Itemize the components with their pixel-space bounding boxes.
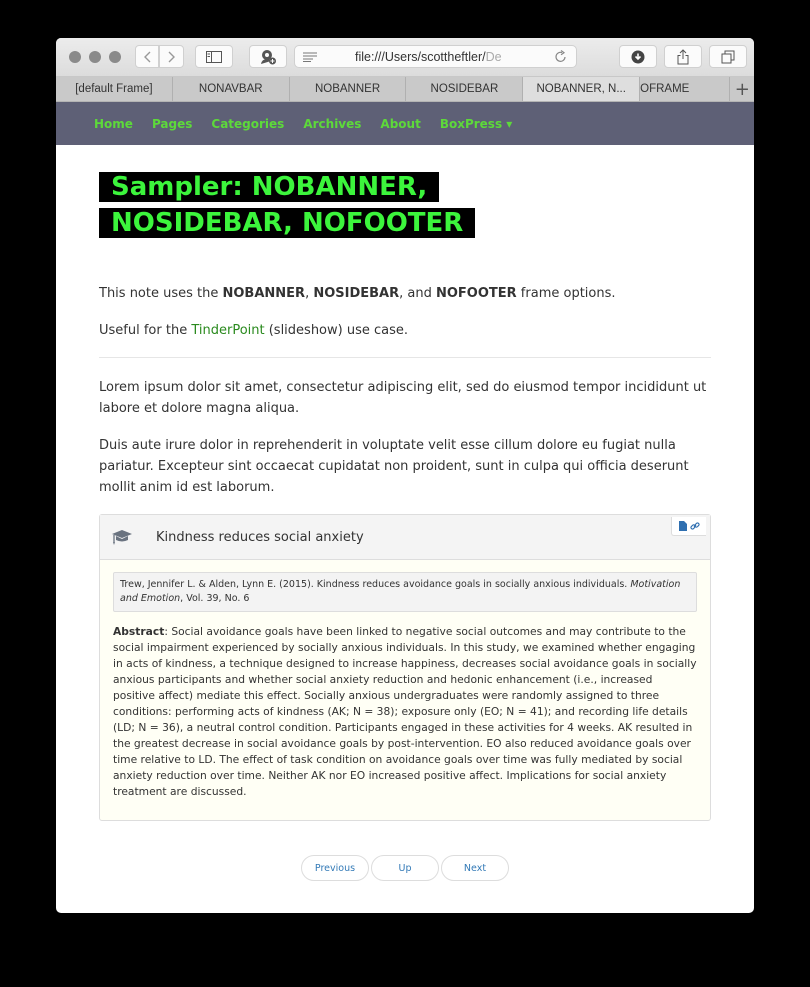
tab-overview-button[interactable]: [709, 45, 747, 68]
close-window-button[interactable]: [69, 51, 81, 63]
link-icon[interactable]: [690, 521, 700, 531]
tabs-icon: [721, 50, 735, 64]
tab-nosidebar[interactable]: NOSIDEBAR: [406, 77, 523, 101]
reload-icon[interactable]: [554, 50, 568, 64]
share-button[interactable]: [664, 45, 702, 68]
share-icon: [677, 49, 689, 65]
tab-nobanner[interactable]: NOBANNER: [290, 77, 407, 101]
downloads-button[interactable]: [619, 45, 657, 68]
paper-card-tools: [671, 517, 706, 536]
sidebar-icon: [206, 51, 222, 63]
reader-icon: [303, 52, 317, 62]
extension-button[interactable]: [249, 45, 287, 68]
browser-toolbar: [56, 38, 754, 77]
minimize-window-button[interactable]: [89, 51, 101, 63]
pagination: [99, 855, 711, 881]
paper-card-title: Kindness reduces social anxiety: [156, 529, 364, 545]
usecase-paragraph: Useful for the TinderPoint (slideshow) use case.: [99, 323, 409, 338]
forward-button[interactable]: [159, 45, 184, 68]
back-button[interactable]: [135, 45, 159, 68]
paper-card: [99, 514, 711, 821]
body-paragraph: Duis aute irure dolor in reprehenderit in voluptate velit esse cillum dolore eu fugiat nulla pariatur. Excepteur sint occaecat cupidatat non proident, sunt in culpa qui officia deserunt mollit anim id est laborum.: [99, 438, 689, 495]
chevron-left-icon: [143, 51, 151, 63]
tab-nonavbar[interactable]: NONAVBAR: [173, 77, 290, 101]
abstract-text: Abstract: Social avoidance goals have been linked to negative social outcomes and may contribute to the social impairment experienced by socially anxious individuals. In this study, we examined whether engaging in acts of kindness, a technique designed to increase happiness, decreases social avoidance goals in socially anxious participants and whether social anxiety reduction and hedonic enhancement (i.e., increased positive affect) mediate this effect. Socially anxious undergraduates were randomly assigned to three conditions: performing acts of kindness (AK; N = 38); exposure only (EO; N = 41); and recording life details (LD; N = 36), a neutral control condition. Participants engaged in these activities for 4 weeks. AK resulted in the greatest decrease in social avoidance goals by post-intervention. EO also reduced avoidance goals over time relative to LD. The effect of task condition on avoidance goals over time was fully mediated by social anxiety reduction over time. Neither AK nor EO increased positive affect. Implications for social anxiety treatment are discussed.: [113, 625, 697, 798]
tab-oframe[interactable]: OFRAME: [640, 77, 730, 101]
body-paragraph: Lorem ipsum dolor sit amet, consectetur adipiscing elit, sed do eiusmod tempor incididunt ut labore et dolore magna aliqua.: [99, 380, 707, 416]
zoom-window-button[interactable]: [109, 51, 121, 63]
document-icon[interactable]: [679, 521, 687, 531]
download-icon: [631, 50, 645, 64]
tab-nobanner-n[interactable]: NOBANNER, N...: [523, 77, 640, 101]
paper-card-body: [100, 560, 710, 820]
tab-default-frame[interactable]: [default Frame]: [56, 77, 173, 101]
tinderpoint-link[interactable]: TinderPoint: [191, 323, 265, 338]
extension-icon: [259, 49, 277, 65]
url-text: file:///Users/scottheftler/De: [355, 50, 502, 64]
nav-categories[interactable]: Categories: [211, 116, 285, 131]
nav-pages[interactable]: Pages: [151, 116, 193, 131]
up-button[interactable]: Up: [371, 855, 439, 881]
new-tab-button[interactable]: +: [734, 78, 750, 100]
intro-paragraph: This note uses the NOBANNER, NOSIDEBAR, and NOFOOTER frame options.: [99, 286, 616, 301]
citation-box: Trew, Jennifer L. & Alden, Lynn E. (2015). Kindness reduces avoidance goals in socially anxious individuals. Motivation and Emotion, Vol. 39, No. 6: [113, 572, 697, 612]
paper-card-header: [100, 515, 710, 560]
site-navbar: [56, 102, 754, 145]
previous-button[interactable]: Previous: [301, 855, 369, 881]
nav-boxpress-dropdown[interactable]: BoxPress ▾: [439, 116, 513, 131]
main-content: [99, 169, 711, 881]
nav-archives[interactable]: Archives: [303, 116, 362, 131]
chevron-right-icon: [168, 51, 176, 63]
page-title: Sampler: NOBANNER, NOSIDEBAR, NOFOOTER: [99, 172, 475, 238]
nav-home[interactable]: Home: [94, 116, 133, 131]
browser-window: [56, 38, 754, 913]
sidebar-toggle-button[interactable]: [195, 45, 233, 68]
graduation-cap-icon: [110, 528, 134, 546]
address-bar[interactable]: [294, 45, 577, 68]
next-button[interactable]: Next: [441, 855, 509, 881]
nav-about[interactable]: About: [380, 116, 421, 131]
divider: [99, 357, 711, 358]
tab-bar: [56, 77, 754, 102]
